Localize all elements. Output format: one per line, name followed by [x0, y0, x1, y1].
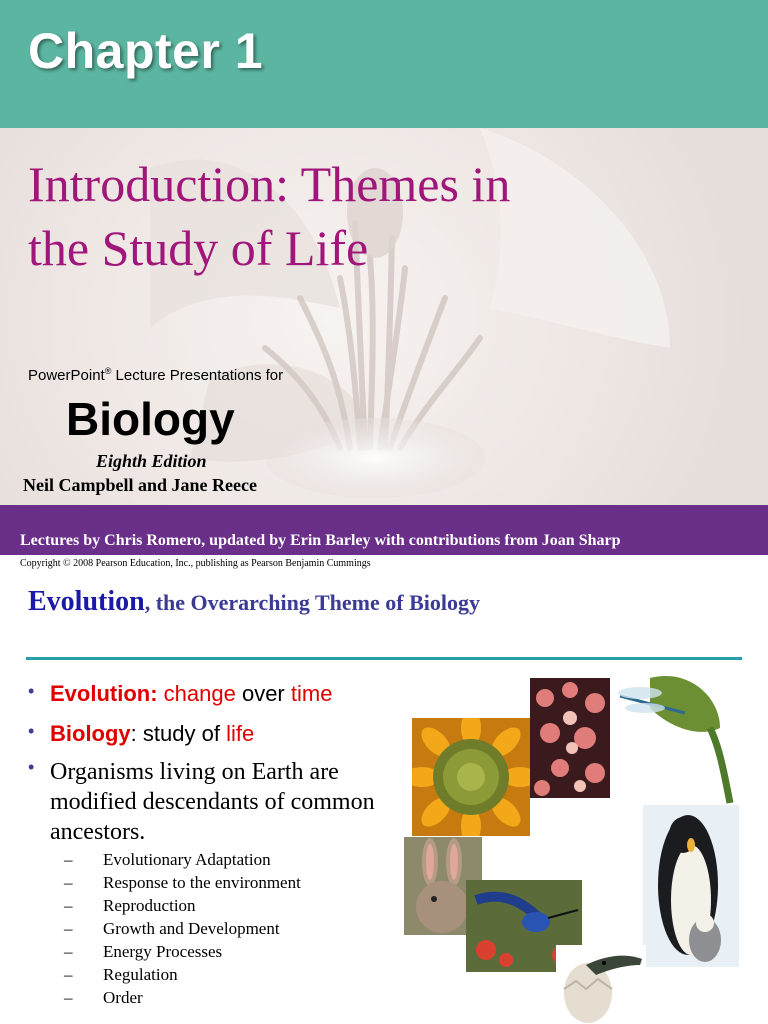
word: life	[226, 721, 255, 746]
subitem: – Reproduction	[64, 896, 196, 915]
subitem-text: Reproduction	[103, 896, 196, 915]
word: over	[235, 681, 291, 706]
hatchling-photo	[556, 945, 646, 1024]
title-evolution: Evolution	[28, 586, 145, 617]
title-line-1: Introduction: Themes in	[28, 156, 511, 212]
subitem-text: Growth and Development	[103, 919, 280, 938]
subitem: – Growth and Development	[64, 919, 280, 938]
subitem: – Evolutionary Adaptation	[64, 850, 271, 869]
slide2-title	[28, 586, 480, 618]
bullet-evolution	[28, 681, 332, 707]
title-rest: , the Overarching Theme of Biology	[144, 590, 480, 615]
book-title: Biology	[66, 393, 235, 445]
bullet-organisms	[28, 757, 380, 847]
ppt-suffix: Lecture Presentations for	[111, 367, 284, 384]
bullet-dot-icon: •	[28, 757, 35, 777]
edition: Eighth Edition	[96, 451, 207, 471]
title-line-2: the Study of Life	[28, 220, 369, 276]
word: change	[157, 681, 236, 706]
damselfly-photo	[610, 668, 740, 808]
subitem-text: Regulation	[103, 965, 178, 984]
lecturers-credit: Lectures by Chris Romero, updated by Erin Barley with contributions from Joan Sharp	[20, 532, 621, 549]
powerpoint-credit	[28, 366, 283, 384]
registered-mark: ®	[104, 366, 112, 376]
subitem: – Regulation	[64, 965, 178, 984]
bullet-text: Organisms living on Earth are modified descendants of common ancestors.	[50, 759, 375, 845]
seahorse-photo	[530, 678, 612, 798]
subitem-text: Energy Processes	[103, 942, 223, 961]
term: Evolution:	[50, 681, 158, 706]
penguin-photo	[643, 805, 739, 967]
copyright: Copyright © 2008 Pearson Education, Inc., publishing as Pearson Benjamin Cummings	[20, 558, 371, 569]
subitem-text: Order	[103, 988, 143, 1007]
subitem: – Order	[64, 988, 143, 1007]
term: Biology	[50, 721, 131, 746]
subitem: – Response to the environment	[64, 873, 301, 892]
subitem: – Energy Processes	[64, 942, 223, 961]
ppt-prefix: PowerPoint	[28, 367, 105, 384]
subitem-text: Response to the environment	[103, 873, 301, 892]
slide-title	[28, 152, 728, 280]
chapter-title: Chapter 1	[28, 23, 264, 79]
bullet-biology	[28, 721, 254, 747]
title-divider	[26, 657, 742, 660]
subitem-text: Evolutionary Adaptation	[103, 850, 271, 869]
bullet-dot-icon: •	[28, 681, 35, 701]
authors: Neil Campbell and Jane Reece	[23, 475, 257, 495]
word: time	[290, 681, 333, 706]
word: : study of	[130, 721, 227, 746]
bullet-dot-icon: •	[28, 721, 35, 741]
sunflower-photo	[412, 718, 530, 836]
